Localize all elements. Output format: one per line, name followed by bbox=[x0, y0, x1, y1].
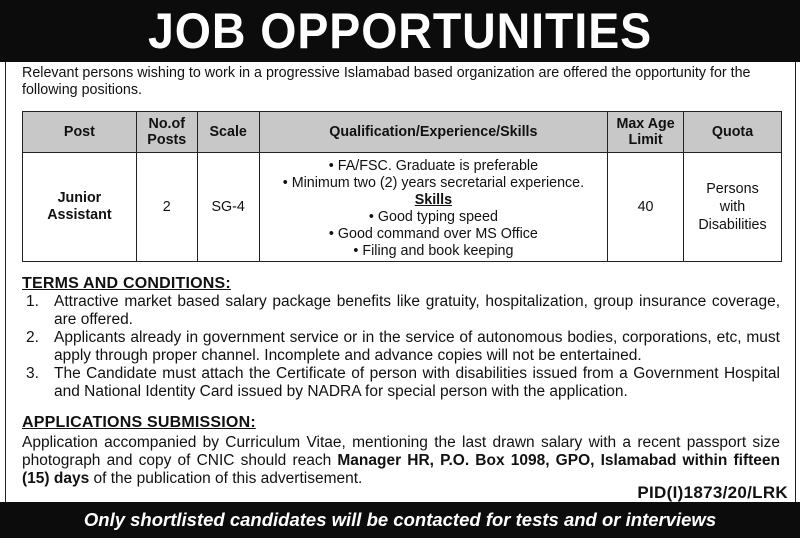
submission-text-end: of the publication of this advertisement. bbox=[89, 470, 363, 487]
term-text: Applicants already in government service or in the service of autonomous bodies, corporations, etc, must apply through proper channel. Incomplete and advance copies will not be entertained. bbox=[54, 329, 780, 364]
header-no-of-posts: No.of Posts bbox=[136, 112, 197, 153]
term-text: Attractive market based salary package benefits like gratuity, hospitalization, group insurance coverage, are offered. bbox=[54, 293, 780, 328]
footer-text: Only shortlisted candidates will be contacted for tests and or interviews bbox=[83, 509, 717, 530]
term-number: 3. bbox=[26, 365, 39, 382]
header-max-age: Max Age Limit bbox=[608, 112, 684, 153]
table-header-row bbox=[23, 112, 782, 153]
header-quota: Quota bbox=[684, 112, 782, 153]
cell-max-age: 40 bbox=[608, 153, 684, 262]
cell-post bbox=[23, 153, 137, 262]
header-post: Post bbox=[23, 112, 137, 153]
pid-reference: PID(I)1873/20/LRK bbox=[637, 483, 788, 502]
skill-item: • Filing and book keeping bbox=[266, 243, 601, 260]
qualification-item: • FA/FSC. Graduate is preferable bbox=[266, 158, 601, 175]
header-banner bbox=[0, 0, 800, 62]
header-scale: Scale bbox=[197, 112, 259, 153]
cell-quota bbox=[684, 153, 782, 262]
list-item bbox=[22, 365, 780, 401]
qualification-item: • Minimum two (2) years secretarial experience. bbox=[266, 175, 601, 192]
list-item bbox=[22, 329, 780, 365]
list-item bbox=[22, 293, 780, 329]
skills-list bbox=[266, 209, 601, 260]
bottom-margin bbox=[0, 538, 800, 547]
quota-text: Persons with Disabilities bbox=[698, 181, 767, 233]
skills-heading: Skills bbox=[414, 191, 453, 208]
post-name: Junior Assistant bbox=[47, 190, 112, 223]
header-qualification: Qualification/Experience/Skills bbox=[259, 112, 607, 153]
positions-table bbox=[22, 111, 782, 262]
cell-scale: SG-4 bbox=[197, 153, 259, 262]
terms-title: TERMS AND CONDITIONS: bbox=[22, 275, 231, 292]
cell-qualification bbox=[259, 153, 607, 262]
submission-text bbox=[22, 434, 780, 488]
skill-item: • Good command over MS Office bbox=[266, 226, 601, 243]
term-number: 1. bbox=[26, 293, 39, 310]
term-text: The Candidate must attach the Certificate of person with disabilities issued from a Government Hospital and National Identity Card issued by NADRA for special person with the application. bbox=[54, 365, 780, 400]
page-title: JOB OPPORTUNITIES bbox=[147, 3, 653, 59]
footer-banner bbox=[0, 502, 800, 538]
submission-address: Manager HR, P.O. Box 1098, GPO, Islamabad within fifteen (15) days bbox=[22, 452, 780, 487]
skill-item: • Good typing speed bbox=[266, 209, 601, 226]
terms-list bbox=[22, 293, 780, 401]
table-row bbox=[23, 153, 782, 262]
intro-text: Relevant persons wishing to work in a progressive Islamabad based organization are offered the opportunity for the following positions. bbox=[22, 65, 751, 98]
qualification-list bbox=[266, 158, 601, 192]
term-number: 2. bbox=[26, 329, 39, 346]
cell-no-of-posts: 2 bbox=[136, 153, 197, 262]
submission-text-start: Application accompanied by Curriculum Vitae, mentioning the last drawn salary with a recent passport size photograph and copy of CNIC should reach bbox=[22, 434, 780, 469]
submission-title: APPLICATIONS SUBMISSION: bbox=[22, 414, 256, 431]
